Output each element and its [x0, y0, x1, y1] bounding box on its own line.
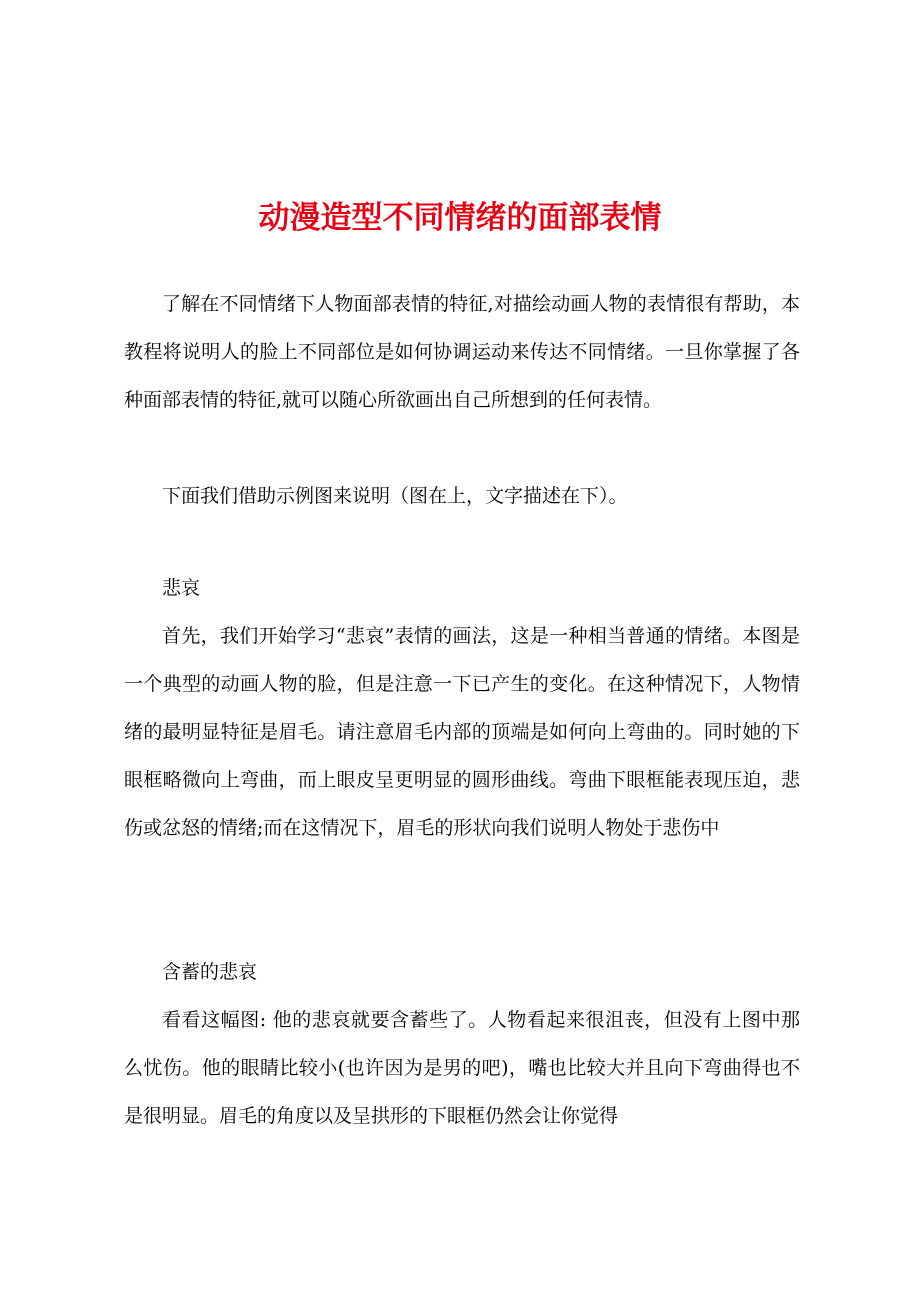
intro-block [124, 280, 800, 424]
section-subtle-heading-block [124, 948, 800, 996]
section-sad-heading-block [124, 564, 800, 612]
section-sad-text-block [124, 612, 800, 852]
section-heading: 含蓄的悲哀 [162, 961, 258, 983]
section-heading: 悲哀 [162, 577, 201, 599]
section-paragraph: 首先，我们开始学习“悲哀”表情的画法，这是一种相当普通的情绪。本图是一个典型的动画人物的脸，但是注意一下已产生的变化。在这种情况下，人物情绪的最明显特征是眉毛。请注意眉毛内部的顶端是如何向上弯曲的。同时她的下眼框略微向上弯曲，而上眼皮呈更明显的圆形曲线。弯曲下眼框能表现压迫，悲伤或忿怒的情绪;而在这情况下，眉毛的形状向我们说明人物处于悲伤中 [124, 625, 800, 839]
intro-paragraph: 了解在不同情绪下人物面部表情的特征,对描绘动画人物的表情很有帮助，本教程将说明人的脸上不同部位是如何协调运动来传达不同情绪。一旦你掌握了各种面部表情的特征,就可以随心所欲画出自己所想到的任何表情。 [124, 293, 800, 411]
page-title: 动漫造型不同情绪的面部表情 [258, 200, 662, 236]
note-paragraph: 下面我们借助示例图来说明（图在上，文字描述在下）。 [162, 485, 628, 507]
note-block [124, 472, 800, 520]
section-paragraph: 看看这幅图: 他的悲哀就要含蓄些了。人物看起来很沮丧，但没有上图中那么忧伤。他的眼睛比较小(也许因为是男的吧)，嘴也比较大并且向下弯曲得也不是很明显。眉毛的角度以及呈拱形的下眼框仍然会让你觉得 [124, 1009, 800, 1127]
section-subtle-text-block [124, 996, 800, 1140]
